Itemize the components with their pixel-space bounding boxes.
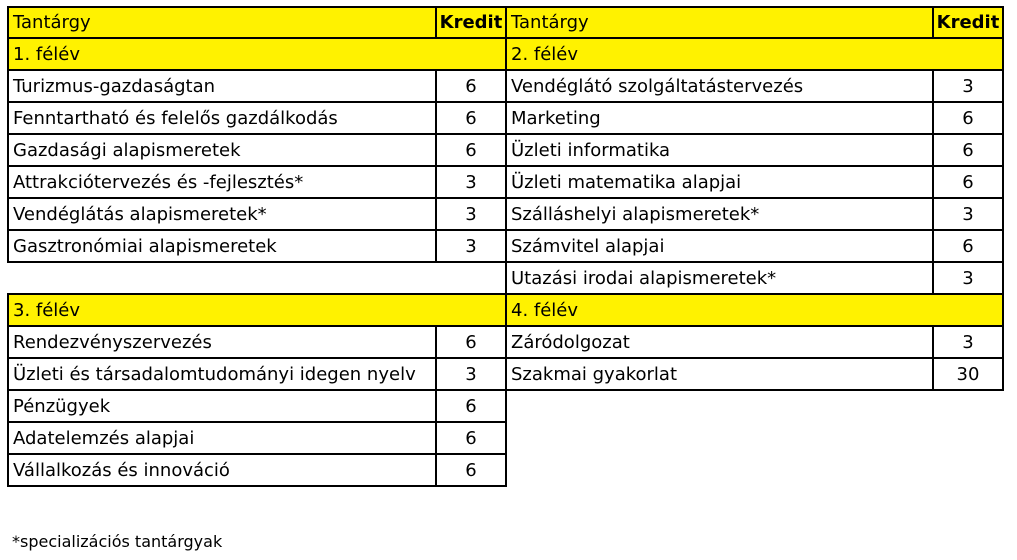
course-name: Turizmus-gazdaságtan: [8, 70, 436, 102]
course-credit: 3: [436, 166, 506, 198]
table-row: [8, 198, 506, 230]
course-credit: 3: [436, 230, 506, 262]
course-credit: 6: [436, 326, 506, 358]
course-credit: 3: [933, 262, 1003, 294]
course-credit: 30: [933, 358, 1003, 390]
course-credit: 6: [933, 166, 1003, 198]
table-row: [8, 390, 506, 422]
spacer-cell: [8, 262, 436, 294]
table-row: [506, 262, 1003, 294]
table-row: [8, 102, 506, 134]
header-row: [506, 7, 1003, 38]
semester-row: [8, 38, 506, 70]
course-credit: 3: [436, 198, 506, 230]
course-name: Gasztronómiai alapismeretek: [8, 230, 436, 262]
table-row: [506, 326, 1003, 358]
table-row: [8, 454, 506, 486]
course-name: Gazdasági alapismeretek: [8, 134, 436, 166]
table-row: [8, 422, 506, 454]
course-name: Szakmai gyakorlat: [506, 358, 933, 390]
course-name: Vendéglátó szolgáltatástervezés: [506, 70, 933, 102]
course-name: Pénzügyek: [8, 390, 436, 422]
course-name: Záródolgozat: [506, 326, 933, 358]
semester-title: 2. félév: [506, 38, 1003, 70]
course-name: Fenntartható és felelős gazdálkodás: [8, 102, 436, 134]
course-credit: 3: [436, 358, 506, 390]
table-row: [506, 134, 1003, 166]
table-row: [8, 166, 506, 198]
table-row: [506, 230, 1003, 262]
course-name: Szálláshelyi alapismeretek*: [506, 198, 933, 230]
right-curriculum-table: [505, 6, 1004, 391]
header-row: [8, 7, 506, 38]
semester-row: [506, 294, 1003, 326]
table-row: [8, 326, 506, 358]
subject-header: Tantárgy: [506, 7, 933, 38]
credit-header: Kredit: [933, 7, 1003, 38]
course-name: Marketing: [506, 102, 933, 134]
course-name: Vállalkozás és innováció: [8, 454, 436, 486]
table-row: [8, 70, 506, 102]
course-credit: 3: [933, 326, 1003, 358]
table-row: [506, 166, 1003, 198]
course-name: Utazási irodai alapismeretek*: [506, 262, 933, 294]
course-credit: 6: [933, 134, 1003, 166]
course-credit: 6: [436, 134, 506, 166]
course-credit: 6: [436, 422, 506, 454]
table-row: [506, 102, 1003, 134]
credit-header: Kredit: [436, 7, 506, 38]
semester-row: [8, 294, 506, 326]
table-row: [8, 134, 506, 166]
course-name: Üzleti informatika: [506, 134, 933, 166]
course-credit: 3: [933, 70, 1003, 102]
course-name: Attrakciótervezés és -fejlesztés*: [8, 166, 436, 198]
course-credit: 6: [436, 454, 506, 486]
course-name: Rendezvényszervezés: [8, 326, 436, 358]
semester-title: 1. félév: [8, 38, 506, 70]
course-credit: 6: [436, 70, 506, 102]
table-row: [8, 230, 506, 262]
course-name: Számvitel alapjai: [506, 230, 933, 262]
spacer-cell: [436, 262, 506, 294]
table-row: [506, 198, 1003, 230]
course-credit: 6: [933, 230, 1003, 262]
table-row: [8, 358, 506, 390]
course-credit: 3: [933, 198, 1003, 230]
spacer-row: [8, 262, 506, 294]
course-credit: 6: [436, 102, 506, 134]
course-credit: 6: [933, 102, 1003, 134]
table-row: [506, 358, 1003, 390]
subject-header: Tantárgy: [8, 7, 436, 38]
left-curriculum-table: [7, 6, 507, 487]
course-credit: 6: [436, 390, 506, 422]
semester-title: 4. félév: [506, 294, 1003, 326]
course-name: Adatelemzés alapjai: [8, 422, 436, 454]
course-name: Üzleti matematika alapjai: [506, 166, 933, 198]
semester-row: [506, 38, 1003, 70]
footnote: *specializációs tantárgyak: [12, 532, 223, 551]
course-name: Vendéglátás alapismeretek*: [8, 198, 436, 230]
semester-title: 3. félév: [8, 294, 506, 326]
course-name: Üzleti és társadalomtudományi idegen nyelv: [8, 358, 436, 390]
table-row: [506, 70, 1003, 102]
